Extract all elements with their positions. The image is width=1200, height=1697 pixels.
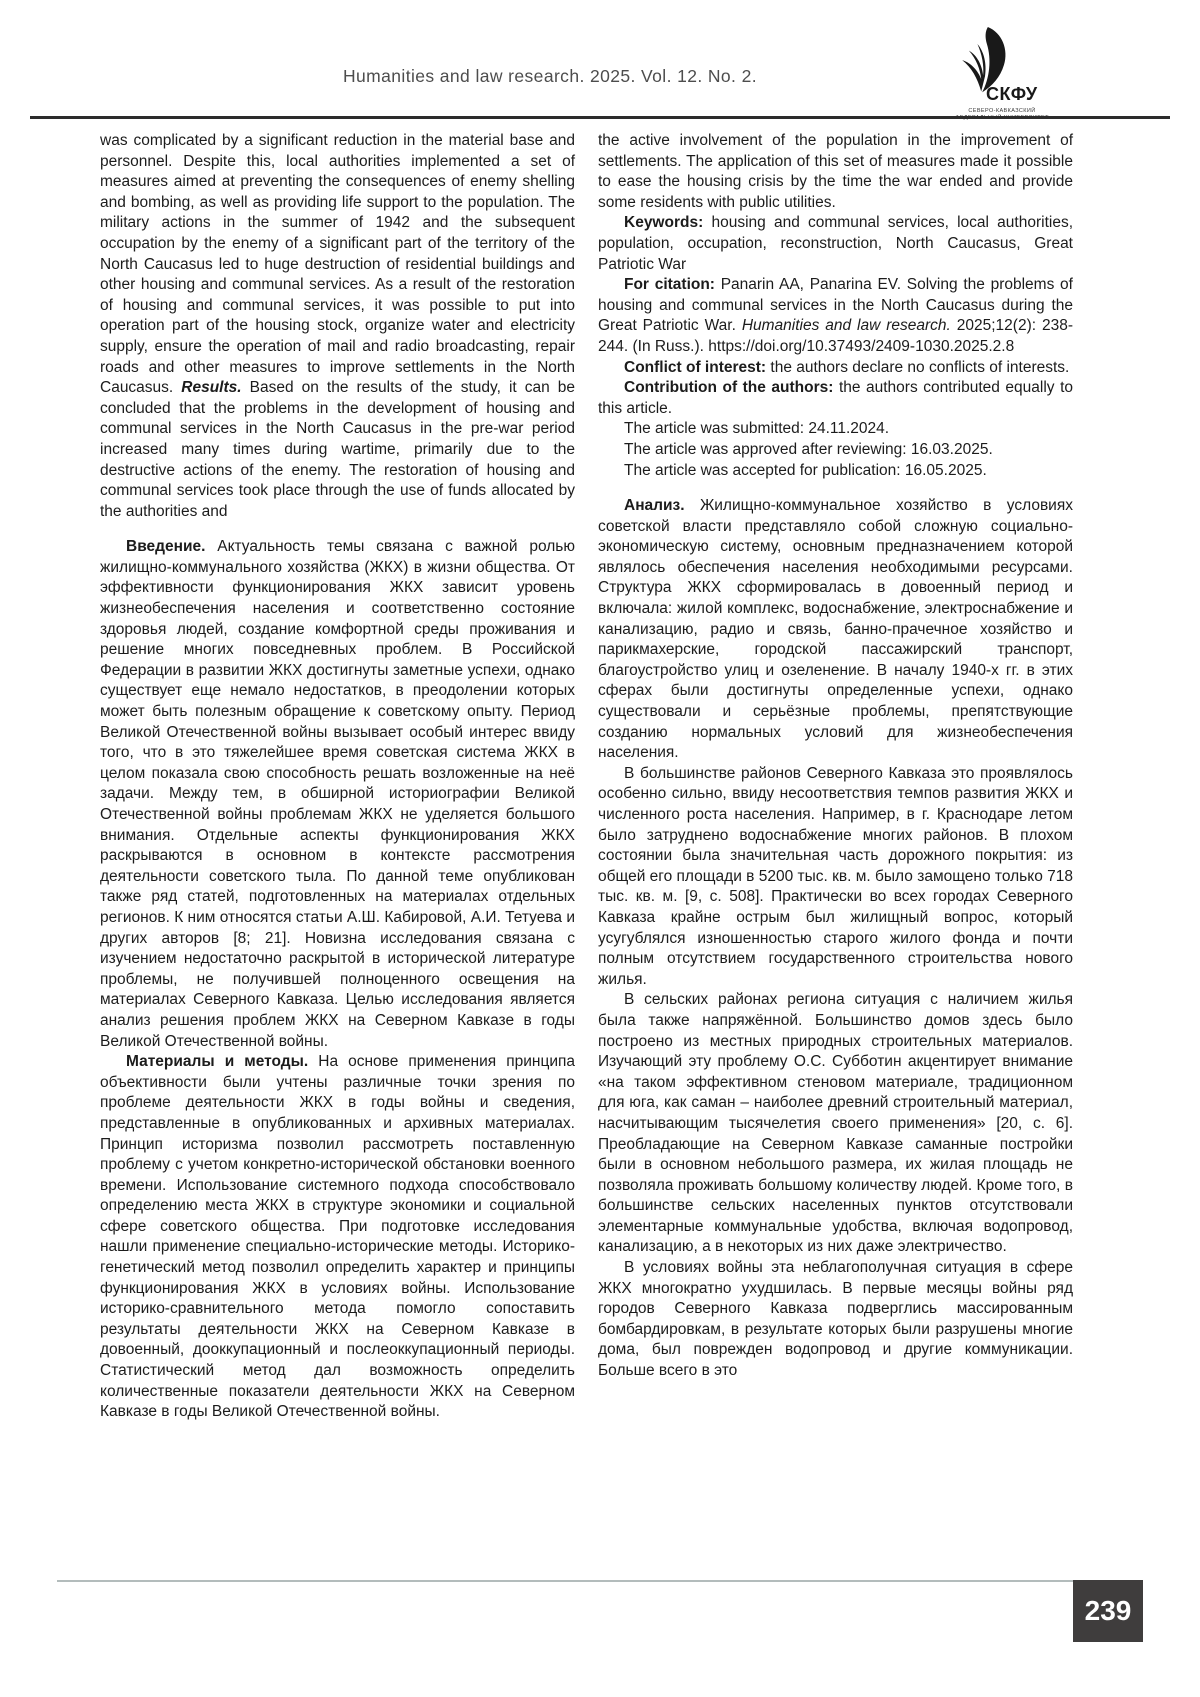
submitted-date-line: The article was submitted: 24.11.2024. [624, 420, 890, 438]
abstract-continuation-left [100, 131, 575, 522]
abstract-text-run-2: Based on the results of the study, it can be concluded that the problems in the development of housing and communal services in the North Caucasus in the pre-war period increased many times during wartime, primarily due to the destructive actions of the enemy. The restoration of housing and communal services took place through the use of funds allocated by the authorities and [100, 379, 575, 520]
abstract-right-text: the active involvement of the population in the improvement of settlements. The application of this set of measures made it possible to ease the housing crisis by the time the war ended and provide some residents with public utilities. [598, 132, 1073, 211]
introduction-paragraph [100, 537, 575, 1052]
analysis-paragraph-3: В сельских районах региона ситуация с наличием жилья была также напряжённой. Большинство домов здесь было построено из местных природных строительных материалов. Изучающий эту проблему О.С. Субботин акцентирует внимание «на таком эффективном стеновом материале, традиционном для юга, как саман – наиболее древний строительный материал, насчитывающим тысячелетия своего применения» [20, с. 6]. Преобладающие на Северном Кавказе саманные постройки были в основном небольшого размера, их жилая площадь не позволяла проживать большому количеству людей. Кроме того, в большинстве сельских населенных пунктов отсутствовали элементарные коммунальные удобства, включая водопровод, канализацию, а в некоторых из них даже электричество. [598, 991, 1073, 1256]
citation-label: For citation: [624, 276, 715, 294]
contribution-text: the authors contributed equally to this article. [598, 379, 1074, 417]
citation-text-run-2: 2025;12(2): 238-244. (In Russ.). https://doi.org/10.37493/2409-1030.2025.2.8 [598, 317, 1073, 355]
page-number-badge [1073, 1580, 1143, 1642]
analysis-heading: Анализ. [624, 497, 685, 515]
header-divider [30, 116, 1170, 119]
citation-text-run-1: Panarin AA, Panarina EV. Solving the problems of housing and communal services in the North Caucasus during the Great Patriotic War. [598, 276, 1073, 335]
left-column [100, 131, 575, 1423]
conflict-paragraph [598, 358, 1073, 379]
introduction-text: Актуальность темы связана с важной ролью жилищно-коммунального хозяйства (ЖКХ) в жизни общества. От эффективности функционирования ЖКХ зависит уровень жизнеобеспечения населения и соответственно состояние здоровья людей, создание комфортной среды проживания и решение многих повседневных проблем. В Российской Федерации в развитии ЖКХ достигнуты заметные успехи, однако существует еще немало недостатков, в преодолении которых может быть полезным обращение к советскому опыту. Период Великой Отечественной войны вызывает особый интерес ввиду того, что в это тяжелейшее время советская система ЖКХ в целом показала свою способность решать возложенные на неё задачи. Между тем, в обширной историографии Великой Отечественной войны проблемам ЖКХ не уделяется большого внимания. Отдельные аспекты функционирования ЖКХ раскрываются в основном в контексте рассмотрения деятельности советского тыла. По данной теме опубликован также ряд статей, подготовленных на материалах отдельных регионов. К ним относятся статьи А.Ш. Кабировой, А.И. Тетуева и других авторов [8; 21]. Новизна исследования связана с изучением недостаточно раскрытой в исторической литературе проблемы, не получившей полноценного освещения на материалах Северного Кавказа. Целью исследования является анализ решения проблем ЖКХ на Северном Кавказе в годы Великой Отечественной войны. [100, 538, 575, 1050]
keywords-text: housing and communal services, local authorities, population, occupation, reconstruction, North Caucasus, Great Patriotic War [598, 214, 1073, 273]
contribution-label: Contribution of the authors: [624, 379, 834, 397]
footer-divider [57, 1580, 1143, 1582]
keywords-label: Keywords: [624, 214, 704, 232]
university-logo-acronym: СКФУ [986, 84, 1038, 104]
methods-heading: Материалы и методы. [126, 1053, 309, 1071]
results-label: Results. [181, 379, 242, 397]
methods-text: На основе применения принципа объективности были учтены различные точки зрения по проблеме деятельности ЖКХ в годы войны и сведения, представленные в опубликованных и архивных материалах. Принцип историзма позволил рассмотреть поставленную проблему с учетом конкретно-исторической обстановки военного времени. Использование системного подхода способствовало определению места ЖКХ в структуре экономики и социальной сфере советского общества. При подготовке исследования нашли применение специально-исторические методы. Историко-генетический метод позволил определить характер и принципы функционирования ЖКХ в условиях войны. Использование историко-сравнительного метода помогло сопоставить результаты деятельности ЖКХ на Северном Кавказе в довоенный, дооккупационный и послеоккупационный периоды. Статистический метод дал возможность определить количественные показатели деятельности ЖКХ на Северном Кавказе в годы Великой Отечественной войны. [100, 1053, 575, 1421]
article-body [100, 131, 1073, 1423]
analysis-paragraph-2: В большинстве районов Северного Кавказа это проявлялось особенно сильно, ввиду несоответствия темпов развития ЖКХ и численного роста населения. Например, в г. Краснодаре летом было затруднено водоснабжение многих районов. В плохом состоянии была значительная часть дорожного покрытия: из общей его площади в 5200 тыс. кв. м. было замощено только 718 тыс. кв. м. [9, с. 508]. Практически во всех городах Северного Кавказа крайне острым был жилищный вопрос, который усугублялся изношенностью старого жилого фонда и почти полным отсутствием государственного строительства нового жилья. [598, 764, 1073, 988]
citation-paragraph [598, 275, 1073, 357]
accepted-date-line: The article was accepted for publication: 16.05.2025. [624, 461, 987, 479]
approved-date-line: The article was approved after reviewing: 16.03.2025. [624, 440, 993, 458]
logo-caption-line1: СЕВЕРО-КАВКАЗСКИЙ [968, 108, 1036, 114]
analysis-paragraph-4: В условиях войны эта неблагополучная ситуация в сфере ЖКХ многократно ухудшилась. В первые месяцы войны ряд городов Северного Кавказа подверглись массированным бомбардировкам, в результате которых были разрушены многие дома, был поврежден водопровод и другие коммуникации. Больше всего в это [598, 1259, 1073, 1380]
right-column [598, 131, 1073, 1423]
keywords-paragraph [598, 213, 1073, 275]
university-logo [952, 26, 1052, 122]
methods-paragraph [100, 1052, 575, 1423]
university-logo-caption [952, 108, 1052, 121]
journal-header-title: Humanities and law research. 2025. Vol. 12. No. 2. [343, 66, 757, 86]
analysis-text: Жилищно-коммунальное хозяйство в условиях советской власти представляло собой сложную социально-экономическую систему, основным предназначением которой являлось обеспечения населения необходимыми ресурсами. Структура ЖКХ сформировалась в довоенный период и включала: жилой комплекс, водоснабжение, электроснабжение и канализацию, радио и связь, банно-прачечное хозяйство и парикмахерские, городской пассажирский транспорт, благоустройство улиц и озеленение. В началу 1940-х гг. в этих сферах были достигнуты определенные успехи, однако существовали и серьёзные проблемы, препятствующие созданию нормальных условий для жизнеобеспечения населения. [598, 497, 1073, 762]
abstract-continuation-right [598, 131, 1073, 213]
contribution-paragraph [598, 378, 1073, 419]
citation-journal-name: Humanities and law research. [741, 317, 951, 335]
page-number: 239 [1084, 1595, 1132, 1626]
conflict-label: Conflict of interest: [624, 358, 767, 376]
abstract-text-run-1: was complicated by a significant reduction in the material base and personnel. Despite this, local authorities implemented a set of measures aimed at preventing the consequences of enemy shelling and bombing, as well as providing life support to the population. The military actions in the summer of 1942 and the subsequent occupation by the enemy of a significant part of the territory of the North Caucasus led to huge destruction of residential buildings and other housing and communal services. As a result of the restoration of housing and communal services, it was possible to put into operation part of the housing stock, organize water and electricity supply, ensure the operation of mail and radio broadcasting, repair roads and other measures to improve settlements in the North Caucasus. [100, 132, 575, 397]
introduction-heading: Введение. [126, 538, 206, 556]
analysis-paragraph [598, 496, 1073, 764]
conflict-text: the authors declare no conflicts of interests. [766, 358, 1070, 376]
